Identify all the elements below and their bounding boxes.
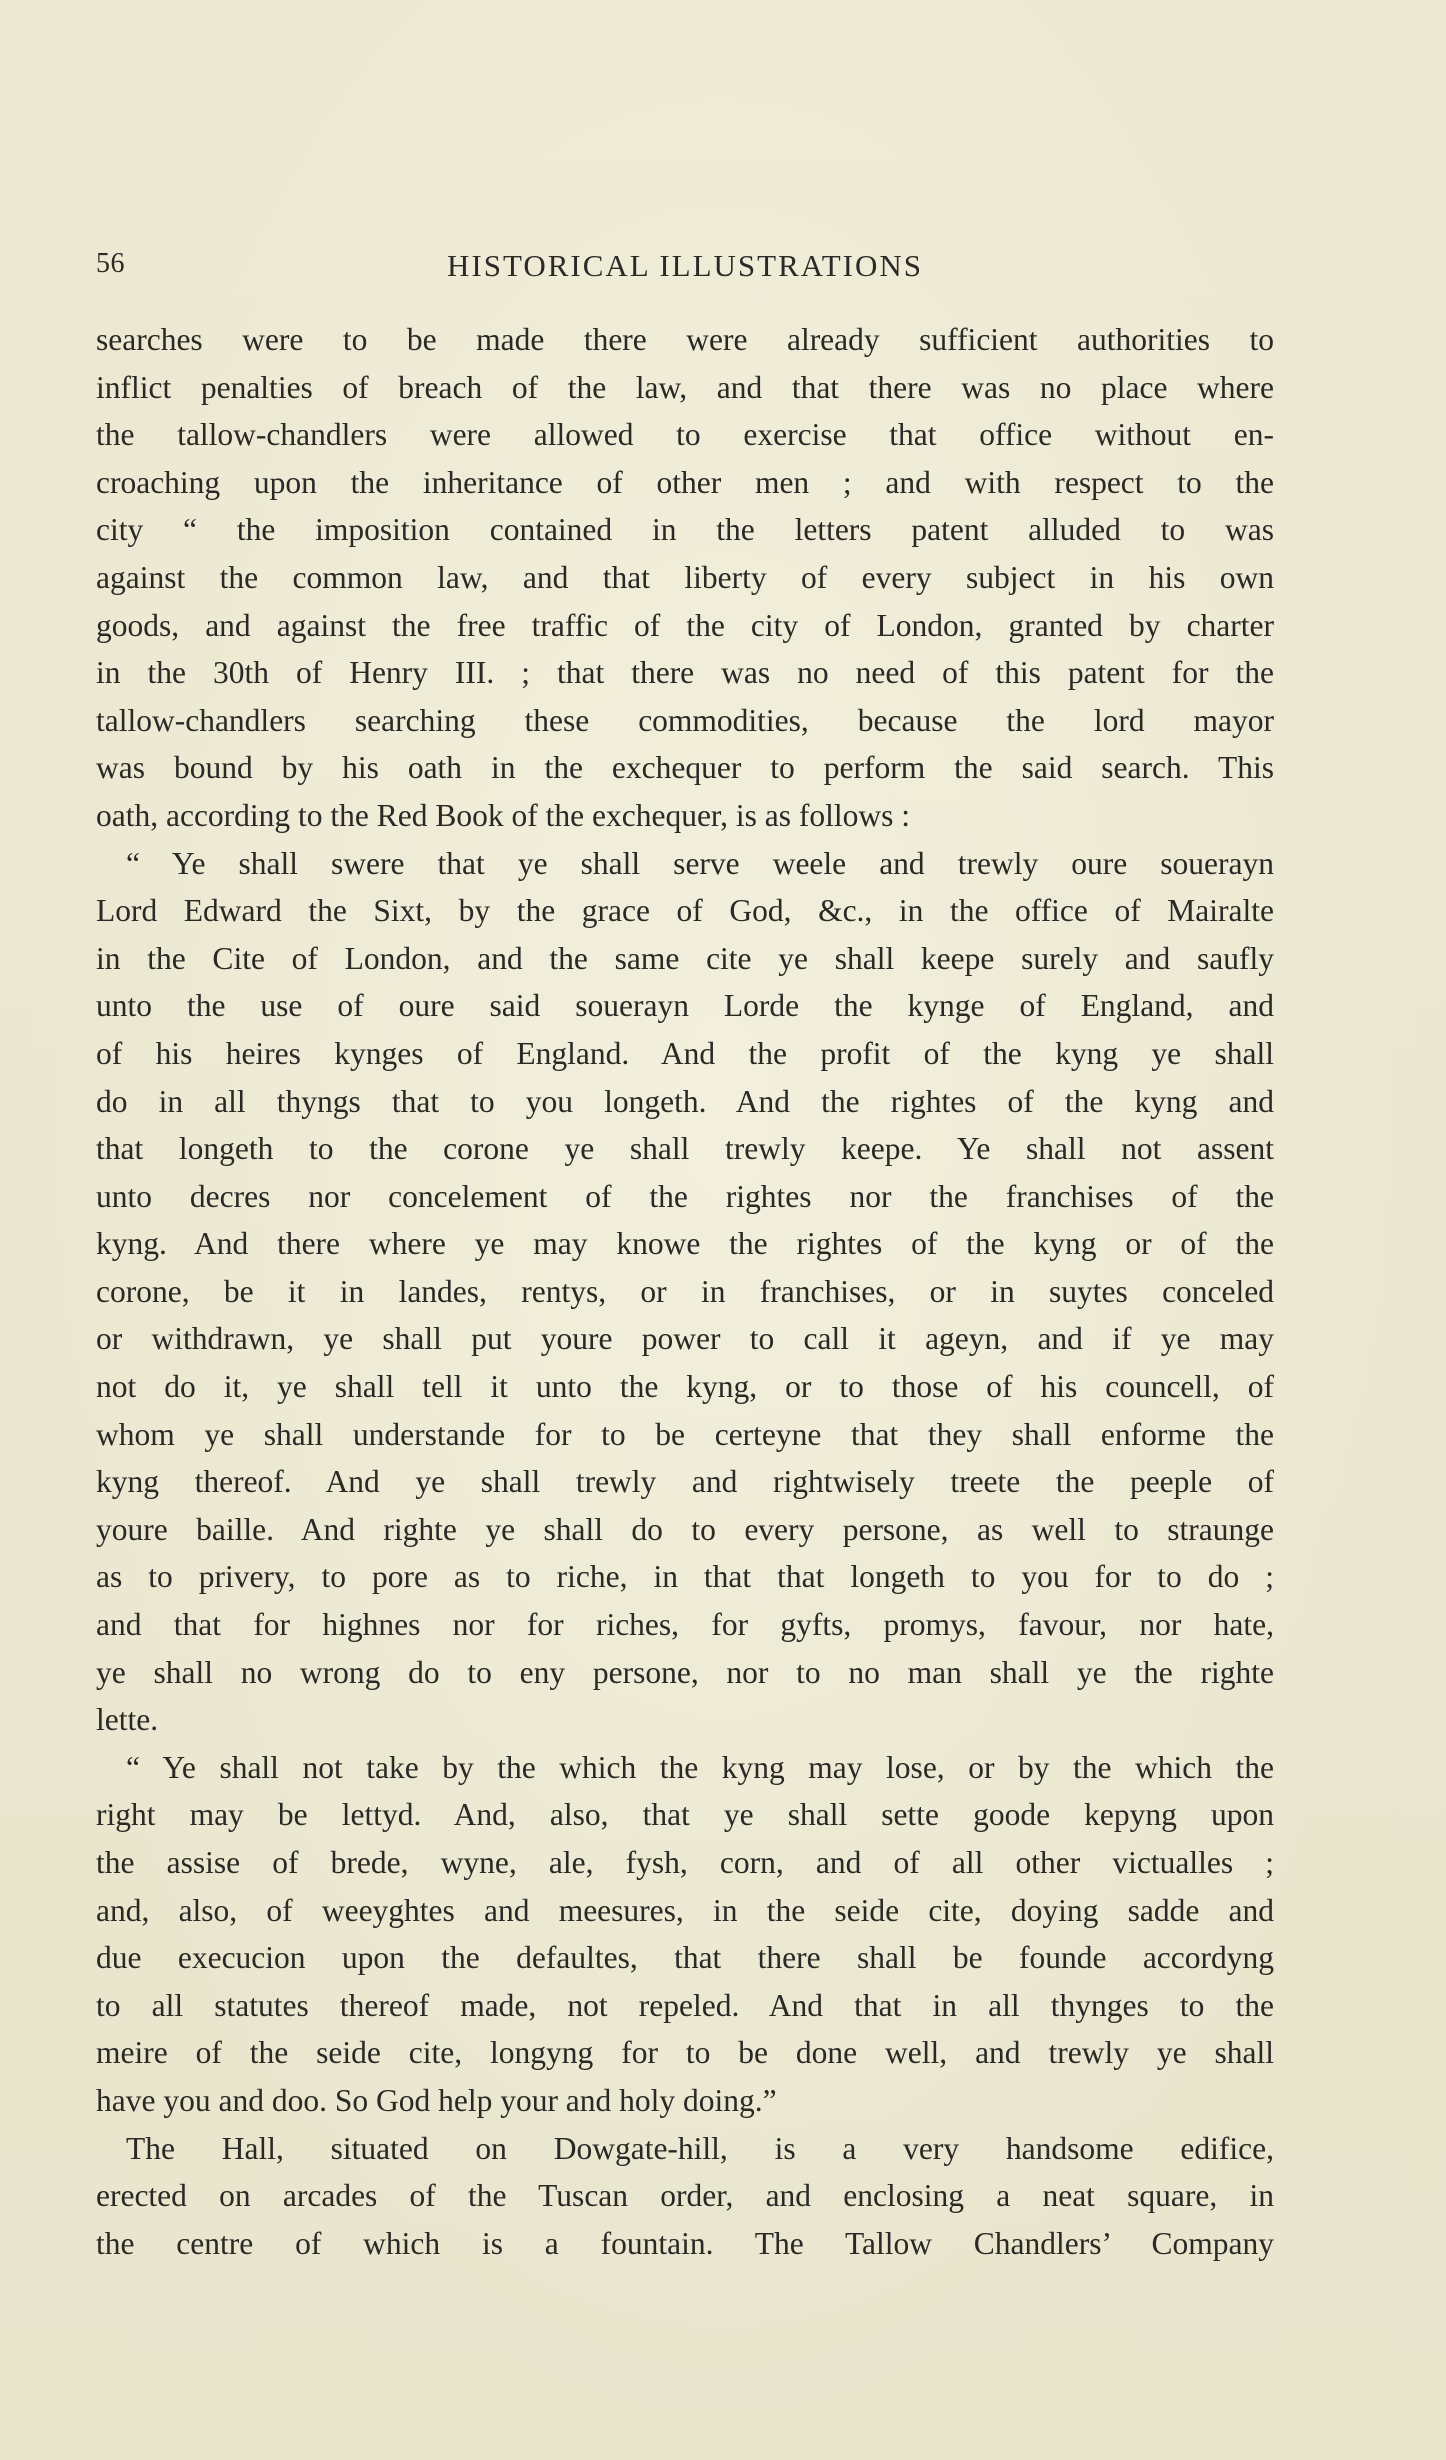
text-line: not do it, ye shall tell it unto the kyng, or to those of his councell, of (96, 1369, 1274, 1405)
text-line: goods, and against the free traffic of the city of London, granted by charter (96, 607, 1274, 643)
text-line: city “ the imposition contained in the letters patent alluded to was (96, 512, 1274, 548)
text-line: kyng. And there where ye may knowe the rightes of the kyng or of the (96, 1226, 1274, 1262)
text-line: kyng thereof. And ye shall trewly and rightwisely treete the peeple of (96, 1464, 1274, 1500)
text-line: meire of the seide cite, longyng for to be done well, and trewly ye shall (96, 2035, 1274, 2071)
text-line: the tallow-chandlers were allowed to exercise that office without en- (96, 417, 1274, 453)
text-line: searches were to be made there were already sufficient authorities to (96, 322, 1274, 357)
text-line: in the 30th of Henry III. ; that there was no need of this patent for the (96, 655, 1274, 691)
text-line: Lord Edward the Sixt, by the grace of God, &c., in the office of Mairalte (96, 893, 1274, 929)
text-line: the assise of brede, wyne, ale, fysh, corn, and of all other victualles ; (96, 1845, 1274, 1880)
text-line: youre baille. And righte ye shall do to every persone, as well to straunge (96, 1511, 1274, 1547)
body-text (96, 316, 1274, 2267)
text-line: erected on arcades of the Tuscan order, and enclosing a neat square, in (96, 2178, 1274, 2214)
text-line: and, also, of weeyghtes and meesures, in the seide cite, doying sadde and (96, 1892, 1274, 1928)
text-line: have you and doo. So God help your and holy doing.” (96, 2082, 777, 2118)
text-line: unto decres nor concelement of the rightes nor the franchises of the (96, 1178, 1274, 1214)
text-line: was bound by his oath in the exchequer to perform the said search. This (96, 750, 1274, 786)
text-line: tallow-chandlers searching these commodities, because the lord mayor (96, 702, 1274, 738)
text-line: to all statutes thereof made, not repeled. And that in all thynges to the (96, 1987, 1274, 2023)
text-line: in the Cite of London, and the same cite ye shall keepe surely and saufly (96, 940, 1274, 976)
text-line: oath, according to the Red Book of the exchequer, is as follows : (96, 797, 911, 833)
text-line: against the common law, and that liberty of every subject in his own (96, 559, 1274, 595)
text-line: due execucion upon the defaultes, that there shall be founde accordyng (96, 1940, 1274, 1976)
text-line: whom ye shall understande for to be certeyne that they shall enforme the (96, 1416, 1274, 1452)
text-line: lette. (96, 1702, 159, 1738)
text-line: croaching upon the inheritance of other men ; and with respect to the (96, 464, 1274, 500)
text-line: of his heires kynges of England. And the profit of the kyng ye shall (96, 1035, 1274, 1071)
text-line: do in all thyngs that to you longeth. And the rightes of the kyng and (96, 1083, 1274, 1119)
text-line: inflict penalties of breach of the law, and that there was no place where (96, 369, 1274, 405)
text-line: corone, be it in landes, rentys, or in franchises, or in suytes conceled (96, 1273, 1274, 1309)
text-line: The Hall, situated on Dowgate-hill, is a very handsome edifice, (126, 2130, 1274, 2166)
text-line: as to privery, to pore as to riche, in that that longeth to you for to do ; (96, 1559, 1274, 1595)
text-line: unto the use of oure said souerayn Lorde the kynge of England, and (96, 988, 1274, 1024)
text-line: right may be lettyd. And, also, that ye shall sette goode kepyng upon (96, 1797, 1274, 1833)
text-line: “ Ye shall swere that ye shall serve weele and trewly oure souerayn (126, 845, 1274, 881)
text-line: and that for highnes nor for riches, for gyfts, promys, favour, nor hate, (96, 1607, 1274, 1643)
text-line: the centre of which is a fountain. The Tallow Chandlers’ Company (96, 2225, 1274, 2261)
text-line: that longeth to the corone ye shall trewly keepe. Ye shall not assent (96, 1131, 1274, 1167)
page-header (96, 248, 1274, 288)
text-line: or withdrawn, ye shall put youre power to call it ageyn, and if ye may (96, 1321, 1274, 1357)
page-number: 56 (96, 248, 125, 279)
text-line: “ Ye shall not take by the which the kyng may lose, or by the which the (126, 1749, 1274, 1785)
running-head: HISTORICAL ILLUSTRATIONS (447, 248, 923, 283)
text-line: ye shall no wrong do to eny persone, nor to no man shall ye the righte (96, 1654, 1274, 1690)
